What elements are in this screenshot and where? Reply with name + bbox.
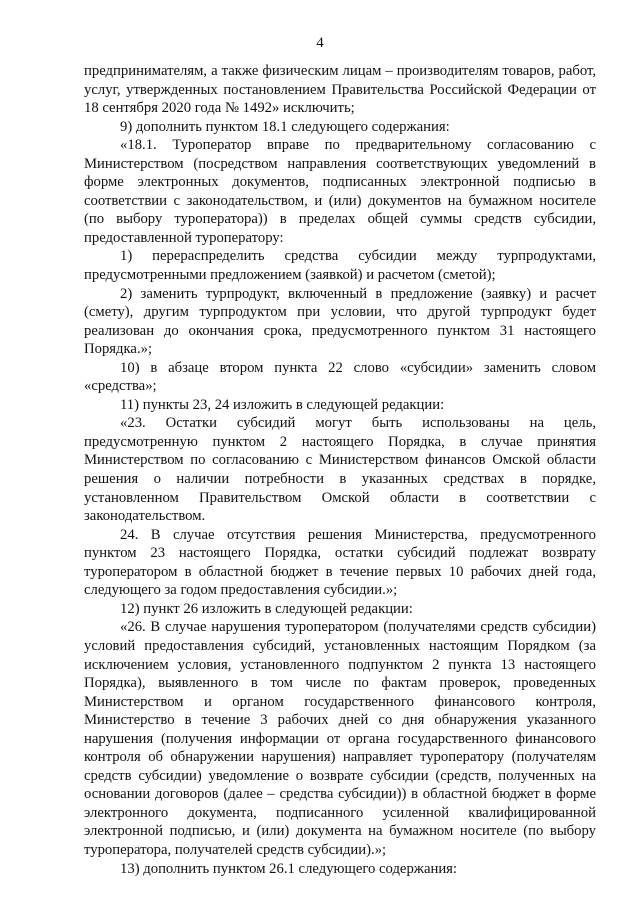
paragraph: 2) заменить турпродукт, включенный в предложение (заявку) и расчет (смету), другим турпродуктом при условии, что другой турпродукт будет реализован до окончания срока, предусмотренного пунктом 31 настоящего Порядка.»; — [84, 285, 596, 358]
paragraph: предпринимателям, а также физическим лицам – производителям товаров, работ, услуг, утвержденных постановлением Правительства Российской Федерации от 18 сентября 2020 года № 1492» исключить; — [84, 63, 596, 117]
page-number: 4 — [316, 35, 324, 51]
paragraph: «23. Остатки субсидий могут быть использованы на цель, предусмотренную пунктом 2 настоящего Порядка, в случае принятия Министерством по согласованию с Министерством финансов Омской области решения о наличии потребности в указанных средствах в порядке, установленном Правительством Омской области в соответствии с законодательством. — [84, 415, 596, 525]
paragraph: 9) дополнить пунктом 18.1 следующего содержания: — [120, 118, 450, 135]
document-body — [84, 62, 596, 878]
paragraph: 11) пункты 23, 24 изложить в следующей редакции: — [120, 396, 445, 413]
paragraph: 12) пункт 26 изложить в следующей редакции: — [120, 600, 413, 617]
paragraph: 13) дополнить пунктом 26.1 следующего содержания: — [120, 860, 458, 877]
paragraph: «26. В случае нарушения туроператором (получателями средств субсидии) условий предоставления субсидий, установленных настоящим Порядком (за исключением условия, установленного подпунктом 2 пункта 13 настоящего Порядка), выявленного в том числе по фактам проверок, проведенных Министерством и органом государственного финансового контроля, Министерство в течение 3 рабочих дней со дня обнаружения указанного нарушения (получения информации от органа государственного финансового контроля об обнаружении нарушения) направляет туроператору (получателям средств субсидии) уведомление о возврате субсидии (средств, полученных на основании договоров (далее – средства субсидии)) в областной бюджет в форме электронного документа, подписанного усиленной квалифицированной электронной подписью, и (или) документа на бумажном носителе (по выбору туроператора, получателей средств субсидии).»; — [84, 619, 596, 858]
paragraph: 1) перераспределить средства субсидии между турпродуктами, предусмотренными предложением (заявкой) и расчетом (сметой); — [84, 248, 596, 284]
paragraph: «18.1. Туроператор вправе по предварительному согласованию с Министерством (посредством направления соответствующих уведомлений в форме электронных документов, подписанных электронной подписью в соответствии с законодательством, и (или) документов на бумажном носителе (по выбору туроператора)) в пределах общей суммы средств субсидии, предоставленной туроператору: — [84, 137, 596, 246]
paragraph: 24. В случае отсутствия решения Министерства, предусмотренного пунктом 23 настоящего Порядка, остатки субсидий подлежат возврату туроператором в областной бюджет в течение первых 10 рабочих дней года, следующего за годом предоставления субсидии.»; — [84, 526, 596, 599]
paragraph: 10) в абзаце втором пункта 22 слово «субсидии» заменить словом «средства»; — [84, 359, 596, 395]
